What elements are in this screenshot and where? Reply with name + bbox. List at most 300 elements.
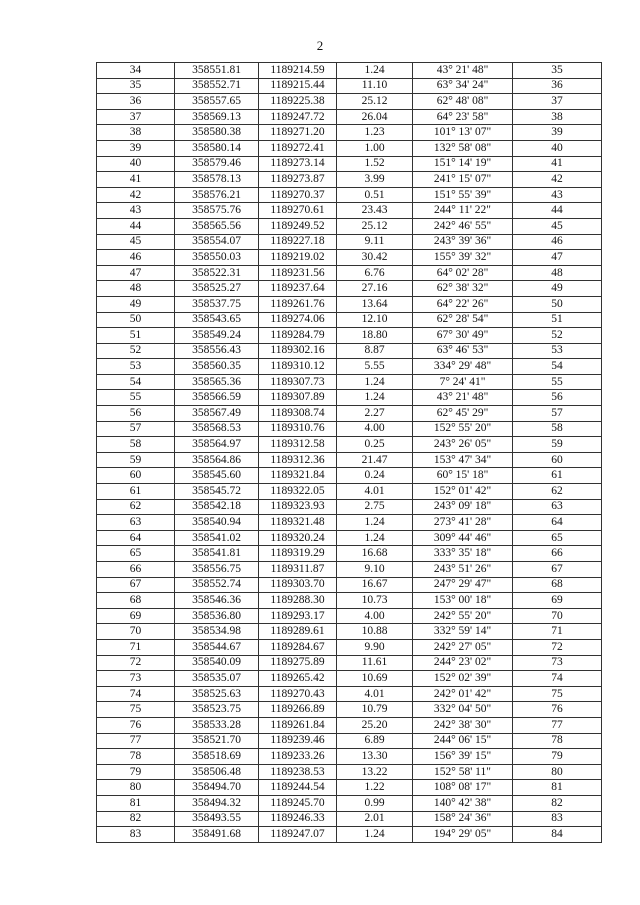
bearing-cell: 140° 42' 38" bbox=[413, 795, 513, 811]
distance-cell: 25.20 bbox=[337, 717, 413, 733]
y-coordinate-cell: 1189307.89 bbox=[259, 390, 337, 406]
y-coordinate-cell: 1189272.41 bbox=[259, 140, 337, 156]
x-coordinate-cell: 358523.75 bbox=[175, 702, 259, 718]
table-row bbox=[97, 343, 602, 359]
point-to-cell: 51 bbox=[513, 312, 602, 328]
table-row bbox=[97, 530, 602, 546]
distance-cell: 10.79 bbox=[337, 702, 413, 718]
bearing-cell: 244° 06' 15" bbox=[413, 733, 513, 749]
y-coordinate-cell: 1189227.18 bbox=[259, 234, 337, 250]
bearing-cell: 64° 22' 26" bbox=[413, 296, 513, 312]
bearing-cell: 63° 34' 24" bbox=[413, 78, 513, 94]
table-row bbox=[97, 764, 602, 780]
bearing-cell: 62° 38' 32" bbox=[413, 281, 513, 297]
point-to-cell: 47 bbox=[513, 250, 602, 266]
point-from-cell: 41 bbox=[97, 172, 175, 188]
distance-cell: 13.30 bbox=[337, 749, 413, 765]
table-row bbox=[97, 827, 602, 843]
y-coordinate-cell: 1189244.54 bbox=[259, 780, 337, 796]
distance-cell: 1.24 bbox=[337, 374, 413, 390]
bearing-cell: 332° 04' 50" bbox=[413, 702, 513, 718]
point-to-cell: 64 bbox=[513, 515, 602, 531]
y-coordinate-cell: 1189247.07 bbox=[259, 827, 337, 843]
point-from-cell: 76 bbox=[97, 717, 175, 733]
x-coordinate-cell: 358551.81 bbox=[175, 63, 259, 79]
x-coordinate-cell: 358541.02 bbox=[175, 530, 259, 546]
point-from-cell: 61 bbox=[97, 484, 175, 500]
point-to-cell: 52 bbox=[513, 328, 602, 344]
table-row bbox=[97, 94, 602, 110]
distance-cell: 9.10 bbox=[337, 562, 413, 578]
point-to-cell: 78 bbox=[513, 733, 602, 749]
x-coordinate-cell: 358545.72 bbox=[175, 484, 259, 500]
point-from-cell: 78 bbox=[97, 749, 175, 765]
table-row bbox=[97, 140, 602, 156]
x-coordinate-cell: 358564.97 bbox=[175, 437, 259, 453]
distance-cell: 11.10 bbox=[337, 78, 413, 94]
table-row bbox=[97, 172, 602, 188]
bearing-cell: 62° 45' 29" bbox=[413, 406, 513, 422]
y-coordinate-cell: 1189215.44 bbox=[259, 78, 337, 94]
bearing-cell: 241° 15' 07" bbox=[413, 172, 513, 188]
point-to-cell: 49 bbox=[513, 281, 602, 297]
point-to-cell: 68 bbox=[513, 577, 602, 593]
point-from-cell: 57 bbox=[97, 421, 175, 437]
point-to-cell: 77 bbox=[513, 717, 602, 733]
y-coordinate-cell: 1189249.52 bbox=[259, 218, 337, 234]
table-row bbox=[97, 811, 602, 827]
point-from-cell: 65 bbox=[97, 546, 175, 562]
point-from-cell: 39 bbox=[97, 140, 175, 156]
bearing-cell: 153° 47' 34" bbox=[413, 452, 513, 468]
x-coordinate-cell: 358537.75 bbox=[175, 296, 259, 312]
point-to-cell: 39 bbox=[513, 125, 602, 141]
distance-cell: 0.51 bbox=[337, 187, 413, 203]
bearing-cell: 153° 00' 18" bbox=[413, 593, 513, 609]
bearing-cell: 151° 55' 39" bbox=[413, 187, 513, 203]
bearing-cell: 64° 23' 58" bbox=[413, 109, 513, 125]
table-row bbox=[97, 109, 602, 125]
y-coordinate-cell: 1189293.17 bbox=[259, 608, 337, 624]
bearing-cell: 244° 23' 02" bbox=[413, 655, 513, 671]
distance-cell: 10.69 bbox=[337, 671, 413, 687]
distance-cell: 1.24 bbox=[337, 515, 413, 531]
x-coordinate-cell: 358564.86 bbox=[175, 452, 259, 468]
point-to-cell: 61 bbox=[513, 468, 602, 484]
distance-cell: 4.00 bbox=[337, 421, 413, 437]
y-coordinate-cell: 1189319.29 bbox=[259, 546, 337, 562]
table-row bbox=[97, 359, 602, 375]
point-from-cell: 50 bbox=[97, 312, 175, 328]
point-to-cell: 41 bbox=[513, 156, 602, 172]
distance-cell: 30.42 bbox=[337, 250, 413, 266]
point-to-cell: 43 bbox=[513, 187, 602, 203]
table-row bbox=[97, 686, 602, 702]
distance-cell: 1.23 bbox=[337, 125, 413, 141]
point-from-cell: 81 bbox=[97, 795, 175, 811]
point-to-cell: 82 bbox=[513, 795, 602, 811]
distance-cell: 25.12 bbox=[337, 94, 413, 110]
bearing-cell: 108° 08' 17" bbox=[413, 780, 513, 796]
point-from-cell: 63 bbox=[97, 515, 175, 531]
point-from-cell: 69 bbox=[97, 608, 175, 624]
distance-cell: 0.99 bbox=[337, 795, 413, 811]
distance-cell: 3.99 bbox=[337, 172, 413, 188]
point-to-cell: 50 bbox=[513, 296, 602, 312]
distance-cell: 9.11 bbox=[337, 234, 413, 250]
y-coordinate-cell: 1189274.06 bbox=[259, 312, 337, 328]
y-coordinate-cell: 1189261.76 bbox=[259, 296, 337, 312]
table-row bbox=[97, 655, 602, 671]
bearing-cell: 242° 27' 05" bbox=[413, 639, 513, 655]
table-row bbox=[97, 733, 602, 749]
distance-cell: 13.22 bbox=[337, 764, 413, 780]
bearing-cell: 101° 13' 07" bbox=[413, 125, 513, 141]
table-row bbox=[97, 795, 602, 811]
y-coordinate-cell: 1189311.87 bbox=[259, 562, 337, 578]
y-coordinate-cell: 1189247.72 bbox=[259, 109, 337, 125]
point-from-cell: 56 bbox=[97, 406, 175, 422]
point-from-cell: 74 bbox=[97, 686, 175, 702]
y-coordinate-cell: 1189321.84 bbox=[259, 468, 337, 484]
bearing-cell: 194° 29' 05" bbox=[413, 827, 513, 843]
y-coordinate-cell: 1189273.14 bbox=[259, 156, 337, 172]
distance-cell: 16.67 bbox=[337, 577, 413, 593]
y-coordinate-cell: 1189271.20 bbox=[259, 125, 337, 141]
point-to-cell: 58 bbox=[513, 421, 602, 437]
x-coordinate-cell: 358569.13 bbox=[175, 109, 259, 125]
table-row bbox=[97, 281, 602, 297]
table-row bbox=[97, 671, 602, 687]
y-coordinate-cell: 1189289.61 bbox=[259, 624, 337, 640]
x-coordinate-cell: 358565.36 bbox=[175, 374, 259, 390]
point-to-cell: 80 bbox=[513, 764, 602, 780]
table-row bbox=[97, 780, 602, 796]
table-row bbox=[97, 499, 602, 515]
bearing-cell: 332° 59' 14" bbox=[413, 624, 513, 640]
x-coordinate-cell: 358535.07 bbox=[175, 671, 259, 687]
bearing-cell: 43° 21' 48" bbox=[413, 390, 513, 406]
bearing-cell: 273° 41' 28" bbox=[413, 515, 513, 531]
y-coordinate-cell: 1189266.89 bbox=[259, 702, 337, 718]
point-from-cell: 75 bbox=[97, 702, 175, 718]
table-row bbox=[97, 593, 602, 609]
distance-cell: 10.73 bbox=[337, 593, 413, 609]
table-row bbox=[97, 608, 602, 624]
point-from-cell: 73 bbox=[97, 671, 175, 687]
y-coordinate-cell: 1189238.53 bbox=[259, 764, 337, 780]
point-to-cell: 74 bbox=[513, 671, 602, 687]
table-row bbox=[97, 265, 602, 281]
distance-cell: 25.12 bbox=[337, 218, 413, 234]
point-from-cell: 58 bbox=[97, 437, 175, 453]
point-from-cell: 71 bbox=[97, 639, 175, 655]
bearing-cell: 243° 51' 26" bbox=[413, 562, 513, 578]
y-coordinate-cell: 1189225.38 bbox=[259, 94, 337, 110]
x-coordinate-cell: 358540.09 bbox=[175, 655, 259, 671]
bearing-cell: 152° 02' 39" bbox=[413, 671, 513, 687]
point-to-cell: 57 bbox=[513, 406, 602, 422]
point-to-cell: 44 bbox=[513, 203, 602, 219]
x-coordinate-cell: 358554.07 bbox=[175, 234, 259, 250]
table-row bbox=[97, 406, 602, 422]
point-to-cell: 63 bbox=[513, 499, 602, 515]
y-coordinate-cell: 1189312.58 bbox=[259, 437, 337, 453]
distance-cell: 6.76 bbox=[337, 265, 413, 281]
x-coordinate-cell: 358494.70 bbox=[175, 780, 259, 796]
bearing-cell: 151° 14' 19" bbox=[413, 156, 513, 172]
x-coordinate-cell: 358560.35 bbox=[175, 359, 259, 375]
x-coordinate-cell: 358565.56 bbox=[175, 218, 259, 234]
table-row bbox=[97, 577, 602, 593]
point-to-cell: 71 bbox=[513, 624, 602, 640]
distance-cell: 11.61 bbox=[337, 655, 413, 671]
bearing-cell: 155° 39' 32" bbox=[413, 250, 513, 266]
table-row bbox=[97, 250, 602, 266]
x-coordinate-cell: 358543.65 bbox=[175, 312, 259, 328]
distance-cell: 6.89 bbox=[337, 733, 413, 749]
point-from-cell: 72 bbox=[97, 655, 175, 671]
table-row bbox=[97, 234, 602, 250]
x-coordinate-cell: 358546.36 bbox=[175, 593, 259, 609]
distance-cell: 1.24 bbox=[337, 827, 413, 843]
y-coordinate-cell: 1189308.74 bbox=[259, 406, 337, 422]
y-coordinate-cell: 1189270.61 bbox=[259, 203, 337, 219]
point-to-cell: 59 bbox=[513, 437, 602, 453]
y-coordinate-cell: 1189288.30 bbox=[259, 593, 337, 609]
x-coordinate-cell: 358550.03 bbox=[175, 250, 259, 266]
x-coordinate-cell: 358552.74 bbox=[175, 577, 259, 593]
point-to-cell: 79 bbox=[513, 749, 602, 765]
point-from-cell: 40 bbox=[97, 156, 175, 172]
point-to-cell: 54 bbox=[513, 359, 602, 375]
point-to-cell: 62 bbox=[513, 484, 602, 500]
bearing-cell: 67° 30' 49" bbox=[413, 328, 513, 344]
bearing-cell: 62° 48' 08" bbox=[413, 94, 513, 110]
table-body bbox=[97, 63, 602, 843]
point-from-cell: 34 bbox=[97, 63, 175, 79]
y-coordinate-cell: 1189321.48 bbox=[259, 515, 337, 531]
y-coordinate-cell: 1189275.89 bbox=[259, 655, 337, 671]
table-row bbox=[97, 296, 602, 312]
y-coordinate-cell: 1189323.93 bbox=[259, 499, 337, 515]
y-coordinate-cell: 1189303.70 bbox=[259, 577, 337, 593]
table-row bbox=[97, 421, 602, 437]
x-coordinate-cell: 358575.76 bbox=[175, 203, 259, 219]
distance-cell: 2.75 bbox=[337, 499, 413, 515]
y-coordinate-cell: 1189270.37 bbox=[259, 187, 337, 203]
bearing-cell: 156° 39' 15" bbox=[413, 749, 513, 765]
point-to-cell: 83 bbox=[513, 811, 602, 827]
point-from-cell: 80 bbox=[97, 780, 175, 796]
point-from-cell: 66 bbox=[97, 562, 175, 578]
y-coordinate-cell: 1189310.12 bbox=[259, 359, 337, 375]
y-coordinate-cell: 1189320.24 bbox=[259, 530, 337, 546]
bearing-cell: 7° 24' 41" bbox=[413, 374, 513, 390]
distance-cell: 2.01 bbox=[337, 811, 413, 827]
x-coordinate-cell: 358536.80 bbox=[175, 608, 259, 624]
point-from-cell: 77 bbox=[97, 733, 175, 749]
table-row bbox=[97, 218, 602, 234]
table-row bbox=[97, 312, 602, 328]
point-from-cell: 42 bbox=[97, 187, 175, 203]
table-row bbox=[97, 156, 602, 172]
bearing-cell: 43° 21' 48" bbox=[413, 63, 513, 79]
table-row bbox=[97, 546, 602, 562]
bearing-cell: 333° 35' 18" bbox=[413, 546, 513, 562]
table-row bbox=[97, 63, 602, 79]
table-row bbox=[97, 639, 602, 655]
distance-cell: 27.16 bbox=[337, 281, 413, 297]
x-coordinate-cell: 358540.94 bbox=[175, 515, 259, 531]
bearing-cell: 152° 58' 11" bbox=[413, 764, 513, 780]
y-coordinate-cell: 1189284.67 bbox=[259, 639, 337, 655]
point-from-cell: 67 bbox=[97, 577, 175, 593]
bearing-cell: 243° 09' 18" bbox=[413, 499, 513, 515]
point-from-cell: 47 bbox=[97, 265, 175, 281]
point-to-cell: 56 bbox=[513, 390, 602, 406]
distance-cell: 21.47 bbox=[337, 452, 413, 468]
x-coordinate-cell: 358568.53 bbox=[175, 421, 259, 437]
y-coordinate-cell: 1189307.73 bbox=[259, 374, 337, 390]
distance-cell: 1.24 bbox=[337, 63, 413, 79]
point-to-cell: 65 bbox=[513, 530, 602, 546]
distance-cell: 8.87 bbox=[337, 343, 413, 359]
point-to-cell: 35 bbox=[513, 63, 602, 79]
point-from-cell: 36 bbox=[97, 94, 175, 110]
bearing-cell: 334° 29' 48" bbox=[413, 359, 513, 375]
point-to-cell: 46 bbox=[513, 234, 602, 250]
point-from-cell: 64 bbox=[97, 530, 175, 546]
table-row bbox=[97, 437, 602, 453]
coordinates-table bbox=[96, 62, 602, 843]
distance-cell: 18.80 bbox=[337, 328, 413, 344]
y-coordinate-cell: 1189233.26 bbox=[259, 749, 337, 765]
bearing-cell: 152° 01' 42" bbox=[413, 484, 513, 500]
x-coordinate-cell: 358566.59 bbox=[175, 390, 259, 406]
table-row bbox=[97, 468, 602, 484]
table-row bbox=[97, 390, 602, 406]
point-to-cell: 55 bbox=[513, 374, 602, 390]
bearing-cell: 63° 46' 53" bbox=[413, 343, 513, 359]
distance-cell: 5.55 bbox=[337, 359, 413, 375]
table-row bbox=[97, 515, 602, 531]
point-to-cell: 84 bbox=[513, 827, 602, 843]
distance-cell: 4.01 bbox=[337, 686, 413, 702]
x-coordinate-cell: 358578.13 bbox=[175, 172, 259, 188]
x-coordinate-cell: 358494.32 bbox=[175, 795, 259, 811]
x-coordinate-cell: 358545.60 bbox=[175, 468, 259, 484]
point-from-cell: 44 bbox=[97, 218, 175, 234]
bearing-cell: 242° 55' 20" bbox=[413, 608, 513, 624]
bearing-cell: 243° 39' 36" bbox=[413, 234, 513, 250]
y-coordinate-cell: 1189302.16 bbox=[259, 343, 337, 359]
point-from-cell: 59 bbox=[97, 452, 175, 468]
point-to-cell: 48 bbox=[513, 265, 602, 281]
page-number: 2 bbox=[316, 38, 324, 53]
bearing-cell: 242° 46' 55" bbox=[413, 218, 513, 234]
point-from-cell: 49 bbox=[97, 296, 175, 312]
bearing-cell: 62° 28' 54" bbox=[413, 312, 513, 328]
distance-cell: 4.00 bbox=[337, 608, 413, 624]
distance-cell: 13.64 bbox=[337, 296, 413, 312]
y-coordinate-cell: 1189214.59 bbox=[259, 63, 337, 79]
table-row bbox=[97, 562, 602, 578]
distance-cell: 1.24 bbox=[337, 390, 413, 406]
table-row bbox=[97, 702, 602, 718]
x-coordinate-cell: 358580.38 bbox=[175, 125, 259, 141]
point-from-cell: 51 bbox=[97, 328, 175, 344]
point-to-cell: 60 bbox=[513, 452, 602, 468]
bearing-cell: 243° 26' 05" bbox=[413, 437, 513, 453]
point-to-cell: 45 bbox=[513, 218, 602, 234]
distance-cell: 1.52 bbox=[337, 156, 413, 172]
bearing-cell: 132° 58' 08" bbox=[413, 140, 513, 156]
x-coordinate-cell: 358491.68 bbox=[175, 827, 259, 843]
y-coordinate-cell: 1189265.42 bbox=[259, 671, 337, 687]
point-to-cell: 38 bbox=[513, 109, 602, 125]
distance-cell: 4.01 bbox=[337, 484, 413, 500]
bearing-cell: 152° 55' 20" bbox=[413, 421, 513, 437]
point-from-cell: 60 bbox=[97, 468, 175, 484]
point-from-cell: 53 bbox=[97, 359, 175, 375]
table-row bbox=[97, 749, 602, 765]
distance-cell: 12.10 bbox=[337, 312, 413, 328]
distance-cell: 1.00 bbox=[337, 140, 413, 156]
x-coordinate-cell: 358506.48 bbox=[175, 764, 259, 780]
distance-cell: 23.43 bbox=[337, 203, 413, 219]
x-coordinate-cell: 358556.43 bbox=[175, 343, 259, 359]
point-to-cell: 76 bbox=[513, 702, 602, 718]
bearing-cell: 242° 01' 42" bbox=[413, 686, 513, 702]
bearing-cell: 309° 44' 46" bbox=[413, 530, 513, 546]
bearing-cell: 247° 29' 47" bbox=[413, 577, 513, 593]
x-coordinate-cell: 358567.49 bbox=[175, 406, 259, 422]
y-coordinate-cell: 1189284.79 bbox=[259, 328, 337, 344]
x-coordinate-cell: 358534.98 bbox=[175, 624, 259, 640]
point-to-cell: 70 bbox=[513, 608, 602, 624]
bearing-cell: 64° 02' 28" bbox=[413, 265, 513, 281]
x-coordinate-cell: 358533.28 bbox=[175, 717, 259, 733]
x-coordinate-cell: 358521.70 bbox=[175, 733, 259, 749]
table-row bbox=[97, 374, 602, 390]
point-from-cell: 55 bbox=[97, 390, 175, 406]
y-coordinate-cell: 1189312.36 bbox=[259, 452, 337, 468]
point-from-cell: 79 bbox=[97, 764, 175, 780]
x-coordinate-cell: 358544.67 bbox=[175, 639, 259, 655]
x-coordinate-cell: 358552.71 bbox=[175, 78, 259, 94]
point-from-cell: 43 bbox=[97, 203, 175, 219]
x-coordinate-cell: 358541.81 bbox=[175, 546, 259, 562]
x-coordinate-cell: 358580.14 bbox=[175, 140, 259, 156]
table-row bbox=[97, 187, 602, 203]
point-from-cell: 54 bbox=[97, 374, 175, 390]
point-from-cell: 35 bbox=[97, 78, 175, 94]
bearing-cell: 60° 15' 18" bbox=[413, 468, 513, 484]
x-coordinate-cell: 358542.18 bbox=[175, 499, 259, 515]
distance-cell: 2.27 bbox=[337, 406, 413, 422]
y-coordinate-cell: 1189219.02 bbox=[259, 250, 337, 266]
y-coordinate-cell: 1189237.64 bbox=[259, 281, 337, 297]
point-from-cell: 68 bbox=[97, 593, 175, 609]
x-coordinate-cell: 358525.27 bbox=[175, 281, 259, 297]
table-row bbox=[97, 452, 602, 468]
y-coordinate-cell: 1189322.05 bbox=[259, 484, 337, 500]
point-to-cell: 67 bbox=[513, 562, 602, 578]
table-row bbox=[97, 484, 602, 500]
bearing-cell: 244° 11' 22" bbox=[413, 203, 513, 219]
point-from-cell: 82 bbox=[97, 811, 175, 827]
